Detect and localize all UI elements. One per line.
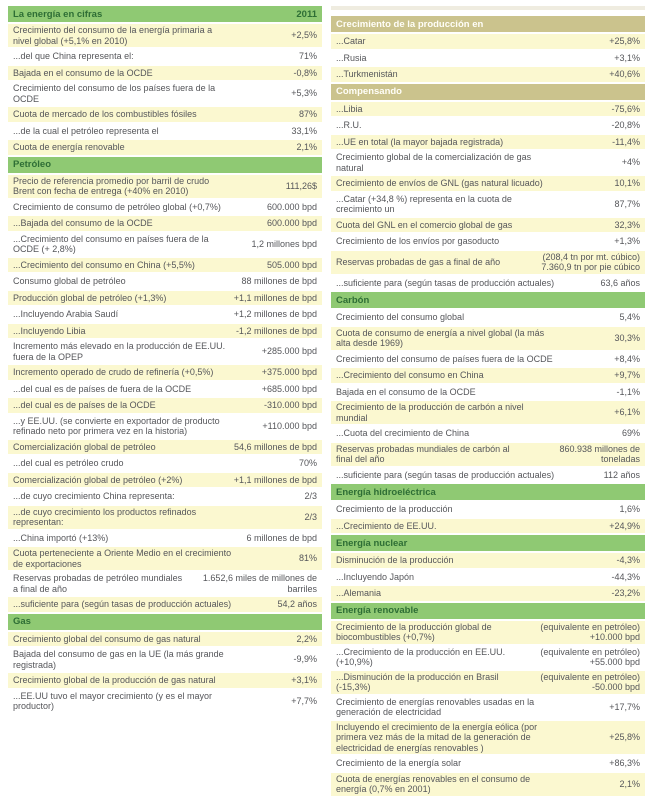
- row-value: +4%: [621, 157, 640, 168]
- row-label: Reservas probadas de gas a final de año: [336, 256, 501, 267]
- table-row: [8, 572, 322, 595]
- row-value: 1,6%: [619, 504, 640, 514]
- table-row: [8, 398, 322, 413]
- table-row: [8, 531, 322, 546]
- row-label: ...del cual es de países de fuera de la OCDE: [13, 383, 192, 394]
- row-label: Crecimiento global del consumo de gas natural: [13, 633, 201, 644]
- row-value: 2/3: [304, 491, 317, 501]
- row-value: +24,9%: [609, 520, 640, 531]
- row-label: Cuota de consumo de energía a nivel global (la más alta desde 1969): [336, 327, 545, 348]
- row-value: 112 años: [603, 469, 640, 480]
- row-label: ...Alemania: [336, 588, 382, 598]
- row-label: Crecimiento del consumo de países fuera de la OCDE: [336, 353, 553, 364]
- table-row: [331, 276, 645, 291]
- row-label: Cuota de energía renovable: [13, 142, 125, 152]
- row-value: +6,1%: [614, 407, 640, 418]
- table-row: [331, 468, 645, 483]
- table-row: [331, 234, 645, 249]
- row-value: +5,3%: [291, 88, 317, 99]
- table-row: [8, 382, 322, 397]
- row-value: +1,1 millones de bpd: [233, 474, 317, 485]
- row-label: ...UE en total (la mayor bajada registrada): [336, 136, 504, 147]
- table-row: [8, 489, 322, 504]
- row-label: Incluyendo el crecimiento de la energía eólica (por primera vez más de la mitad de la generación de electricidad de energías renovables ): [336, 721, 538, 753]
- row-label: ...Crecimiento de EE.UU.: [336, 520, 437, 531]
- table-row: [331, 118, 645, 133]
- section-header: [331, 292, 645, 308]
- table-row: [331, 696, 645, 719]
- row-label: Cuota perteneciente a Oriente Medio en el crecimiento de exportaciones: [13, 548, 232, 569]
- row-label: ...Crecimiento del consumo en países fuera de la OCDE (+ 2,8%): [13, 233, 209, 254]
- row-value: 2,1%: [619, 778, 640, 789]
- table-row: [331, 368, 645, 383]
- section-header: [331, 535, 645, 551]
- row-label: Disminución de la producción: [336, 555, 454, 565]
- row-label: Crecimiento de la producción: [336, 504, 453, 514]
- row-value: -1,2 millones de bpd: [235, 325, 317, 336]
- row-label: ...del que China representa el:: [13, 51, 134, 61]
- section-header: [331, 484, 645, 500]
- section-header: [331, 84, 645, 100]
- table-row: [331, 519, 645, 534]
- row-value: -44,3%: [611, 571, 640, 582]
- table-row: [331, 176, 645, 191]
- row-value: (208,4 tn por mt. cúbico) 7.360,9 tn por pie cúbico: [541, 251, 640, 272]
- row-value: 30,3%: [614, 332, 640, 343]
- table-row: [8, 200, 322, 215]
- section-header: [331, 16, 645, 32]
- table-row: [331, 756, 645, 771]
- row-label: Reservas probadas mundiales de carbón al final del año: [336, 443, 510, 464]
- section-title: Energía nuclear: [336, 537, 408, 549]
- table-row: [8, 547, 322, 570]
- row-label: Crecimiento de consumo de petróleo global (+0,7%): [13, 201, 221, 212]
- row-value: 1.652,6 miles de millones de barriles: [202, 573, 317, 594]
- row-value: -11,4%: [612, 136, 640, 147]
- row-value: -75,6%: [611, 103, 640, 114]
- row-value: +3,1%: [614, 52, 640, 63]
- table-row: [331, 621, 645, 644]
- row-label: Crecimiento global de la producción de gas natural: [13, 675, 216, 685]
- table-row: [8, 690, 322, 713]
- row-label: ...R.U.: [336, 120, 362, 130]
- row-value: +2,5%: [291, 30, 317, 41]
- table-row: [8, 340, 322, 363]
- row-value: 111,26$: [285, 180, 317, 191]
- row-value: -23,2%: [611, 588, 640, 598]
- section-header: [8, 6, 322, 22]
- table-row: [331, 34, 645, 49]
- section-header: [8, 614, 322, 630]
- table-row: [331, 443, 645, 466]
- table-row: [8, 632, 322, 647]
- row-value: +86,3%: [609, 758, 640, 768]
- row-value: +25,8%: [609, 36, 640, 46]
- table-row: [331, 773, 645, 796]
- row-value: 2/3: [304, 511, 317, 522]
- row-label: Crecimiento del consumo global: [336, 312, 465, 322]
- table-row: [331, 553, 645, 568]
- table-row: [331, 51, 645, 66]
- table-row: [331, 67, 645, 82]
- table-row: [8, 49, 322, 64]
- row-value: +1,2 millones de bpd: [233, 309, 317, 319]
- row-label: ...del cual es de países de la OCDE: [13, 400, 156, 410]
- row-label: Cuota de mercado de los combustibles fósiles: [13, 109, 197, 119]
- section-title: Energía renovable: [336, 605, 419, 616]
- row-value: 54,6 millones de bpd: [233, 441, 317, 452]
- row-label: ...Crecimiento del consumo en China: [336, 370, 484, 380]
- row-label: Incremento más elevado en la producción de EE.UU. fuera de la OPEP: [13, 341, 226, 362]
- row-value: +685.000 bpd: [261, 383, 317, 394]
- row-label: ...Disminución de la producción en Brasil (-15,3%): [336, 671, 499, 692]
- table-row: [8, 415, 322, 438]
- row-value: +17,7%: [609, 701, 640, 712]
- row-value: +375.000 bpd: [261, 367, 317, 377]
- row-label: ...Incluyendo Libia: [13, 325, 86, 336]
- table-column-right: [331, 6, 645, 798]
- section-title: Compensando: [336, 86, 402, 97]
- table-row: [331, 251, 645, 274]
- row-label: ...de cuyo crecimiento China representa:: [13, 491, 175, 501]
- section-title: La energía en cifras: [13, 8, 103, 20]
- table-row: [331, 401, 645, 424]
- row-label: Crecimiento global de la comercialización de gas natural: [336, 152, 532, 173]
- table-row: [331, 385, 645, 400]
- row-value: -4,3%: [616, 555, 640, 565]
- table-row: [331, 671, 645, 694]
- table-row: [331, 586, 645, 601]
- row-value: 33,1%: [291, 125, 317, 136]
- row-value: -0,8%: [293, 67, 317, 78]
- row-value: +1,1 millones de bpd: [233, 292, 317, 303]
- row-label: Crecimiento de los envíos por gasoducto: [336, 236, 500, 246]
- table-row: [8, 233, 322, 256]
- row-value: +40,6%: [609, 69, 640, 79]
- row-label: Crecimiento del consumo de los países fuera de la OCDE: [13, 83, 216, 104]
- table-row: [8, 216, 322, 231]
- row-label: Consumo global de petróleo: [13, 276, 126, 286]
- row-label: Crecimiento de energías renovables usadas en la generación de electricidad: [336, 696, 535, 717]
- row-value: 2,2%: [296, 633, 317, 644]
- row-value: 5,4%: [619, 312, 640, 322]
- row-label: ...Catar (+34,8 %) representa en la cuota de crecimiento un: [336, 193, 512, 214]
- row-label: ...Catar: [336, 36, 366, 46]
- row-value: +285.000 bpd: [261, 346, 317, 357]
- row-label: ...Rusia: [336, 52, 367, 63]
- row-label: ...Turkmenistán: [336, 69, 398, 79]
- section-title: Gas: [13, 616, 31, 627]
- row-value: 69%: [621, 428, 640, 438]
- row-label: ...Libia: [336, 103, 363, 114]
- row-value: -20,8%: [611, 120, 640, 130]
- table-row: [8, 506, 322, 529]
- row-label: Incremento operado de crudo de refinería (+0,5%): [13, 367, 214, 377]
- row-value: 70%: [298, 458, 317, 468]
- row-label: ...Crecimiento del consumo en China (+5,5%): [13, 259, 195, 270]
- row-value: +3,1%: [291, 675, 317, 685]
- section-title: Carbón: [336, 294, 370, 306]
- row-label: ...de cuyo crecimiento los productos refinados representan:: [13, 506, 197, 527]
- row-label: ...del cual es petróleo crudo: [13, 458, 124, 468]
- table-row: [8, 66, 322, 81]
- row-value: 87,7%: [614, 198, 640, 209]
- row-label: Cuota de energías renovables en el consumo de energía (0,7% en 2001): [336, 773, 531, 794]
- table-row: [8, 673, 322, 688]
- row-value: 10,1%: [614, 178, 640, 188]
- table-row: [331, 721, 645, 755]
- row-label: Bajada en el consumo de la OCDE: [13, 67, 153, 78]
- row-value: 87%: [298, 109, 317, 119]
- row-value: 63,6 años: [600, 277, 640, 288]
- table-row: [331, 135, 645, 150]
- table-row: [8, 274, 322, 289]
- row-label: ...Cuota del crecimiento de China: [336, 428, 470, 438]
- row-value: 600.000 bpd: [266, 201, 317, 212]
- table-column-left: [8, 6, 322, 798]
- table-row: [8, 456, 322, 471]
- table-row: [331, 570, 645, 585]
- row-value: (equivalente en petróleo) +10.000 bpd: [540, 621, 640, 642]
- table-row: [331, 646, 645, 669]
- table-row: [8, 140, 322, 155]
- row-value: +110.000 bpd: [262, 420, 317, 431]
- row-label: Bajada en el consumo de la OCDE: [336, 386, 476, 397]
- table-row: [8, 648, 322, 671]
- row-value: +9,7%: [614, 370, 640, 380]
- table-row: [8, 24, 322, 47]
- row-label: ...Incluyendo Arabia Saudí: [13, 309, 119, 319]
- row-label: Cuota del GNL en el comercio global de gas: [336, 219, 513, 230]
- section-header: [8, 157, 322, 173]
- row-label: ...China importó (+13%): [13, 532, 109, 543]
- row-label: Crecimiento de la energía solar: [336, 758, 462, 768]
- row-label: Crecimiento del consumo de la energía primaria a nivel global (+5,1% en 2010): [13, 25, 213, 46]
- row-label: ...Bajada del consumo de la OCDE: [13, 218, 153, 228]
- table-row: [331, 502, 645, 517]
- row-label: Crecimiento de la producción de carbón a nivel mundial: [336, 402, 524, 423]
- table-row: [8, 440, 322, 455]
- row-value: +8,4%: [614, 353, 640, 364]
- row-value: 32,3%: [614, 219, 640, 230]
- table-row: [8, 82, 322, 105]
- row-value: 54,2 años: [277, 599, 317, 609]
- row-value: 6 millones de bpd: [246, 532, 317, 543]
- row-label: Producción global de petróleo (+1,3%): [13, 292, 167, 303]
- table-row: [8, 597, 322, 612]
- row-label: Comercialización global de petróleo: [13, 441, 156, 452]
- table-row: [331, 426, 645, 441]
- table-row: [331, 151, 645, 174]
- row-value: (equivalente en petróleo) -50.000 bpd: [540, 671, 640, 692]
- row-label: Precio de referencia promedio por barril de crudo Brent con fecha de entrega (+40% en 2010): [13, 175, 210, 196]
- row-label: ...Incluyendo Japón: [336, 571, 415, 582]
- section-title: Energía hidroeléctrica: [336, 486, 436, 498]
- table-row: [8, 258, 322, 273]
- row-label: ...suficiente para (según tasas de producción actuales): [13, 599, 232, 609]
- row-value: +7,7%: [291, 695, 317, 706]
- section-title: Petróleo: [13, 159, 52, 170]
- row-value: 505.000 bpd: [266, 259, 317, 270]
- row-value: -1,1%: [616, 386, 640, 397]
- row-value: 71%: [298, 51, 317, 61]
- row-value: 88 millones de bpd: [241, 276, 317, 286]
- partial-row-strip: [331, 6, 645, 10]
- row-label: ...suficiente para (según tasas de producción actuales): [336, 277, 555, 288]
- table-row: [331, 327, 645, 350]
- row-label: ...Crecimiento de la producción en EE.UU. (+10,9%): [336, 646, 506, 667]
- row-label: Crecimiento de la producción global de biocombustibles (+0,7%): [336, 621, 492, 642]
- row-value: -310.000 bpd: [263, 400, 317, 410]
- row-value: +1,3%: [614, 236, 640, 246]
- section-header: [331, 603, 645, 619]
- table-row: [8, 124, 322, 139]
- row-label: ...de la cual el petróleo representa el: [13, 125, 159, 136]
- row-label: ...suficiente para (según tasas de producción actuales): [336, 469, 555, 480]
- row-label: Comercialización global de petróleo (+2%): [13, 474, 183, 485]
- table-row: [8, 107, 322, 122]
- section-title: Crecimiento de la producción en: [336, 18, 484, 30]
- table-row: [331, 310, 645, 325]
- table-row: [331, 193, 645, 216]
- row-label: ...EE.UU tuvo el mayor crecimiento (y es el mayor productor): [13, 690, 213, 711]
- table-row: [331, 352, 645, 367]
- table-row: [8, 307, 322, 322]
- section-year: 2011: [296, 8, 317, 20]
- table-row: [8, 175, 322, 198]
- row-value: 2,1%: [296, 142, 317, 152]
- table-row: [8, 473, 322, 488]
- table-row: [331, 218, 645, 233]
- row-value: (equivalente en petróleo) +55.000 bpd: [540, 646, 640, 667]
- row-value: 860.938 millones de toneladas: [559, 443, 640, 464]
- row-label: Reservas probadas de petróleo mundiales a final de año: [13, 573, 183, 594]
- row-value: -9,9%: [293, 654, 317, 665]
- table-row: [8, 324, 322, 339]
- row-value: 81%: [298, 553, 317, 564]
- row-label: Crecimiento de envíos de GNL (gas natural licuado): [336, 178, 543, 188]
- table-row: [8, 365, 322, 380]
- row-value: 1,2 millones bpd: [251, 238, 317, 249]
- row-value: 600.000 bpd: [266, 218, 317, 228]
- row-label: ...y EE.UU. (se convierte en exportador de producto refinado neto por primera vez en la historia): [13, 415, 220, 436]
- table-row: [331, 102, 645, 117]
- row-label: Bajada del consumo de gas en la UE (la más grande registrada): [13, 649, 224, 670]
- row-value: +25,8%: [609, 732, 640, 742]
- table-row: [8, 291, 322, 306]
